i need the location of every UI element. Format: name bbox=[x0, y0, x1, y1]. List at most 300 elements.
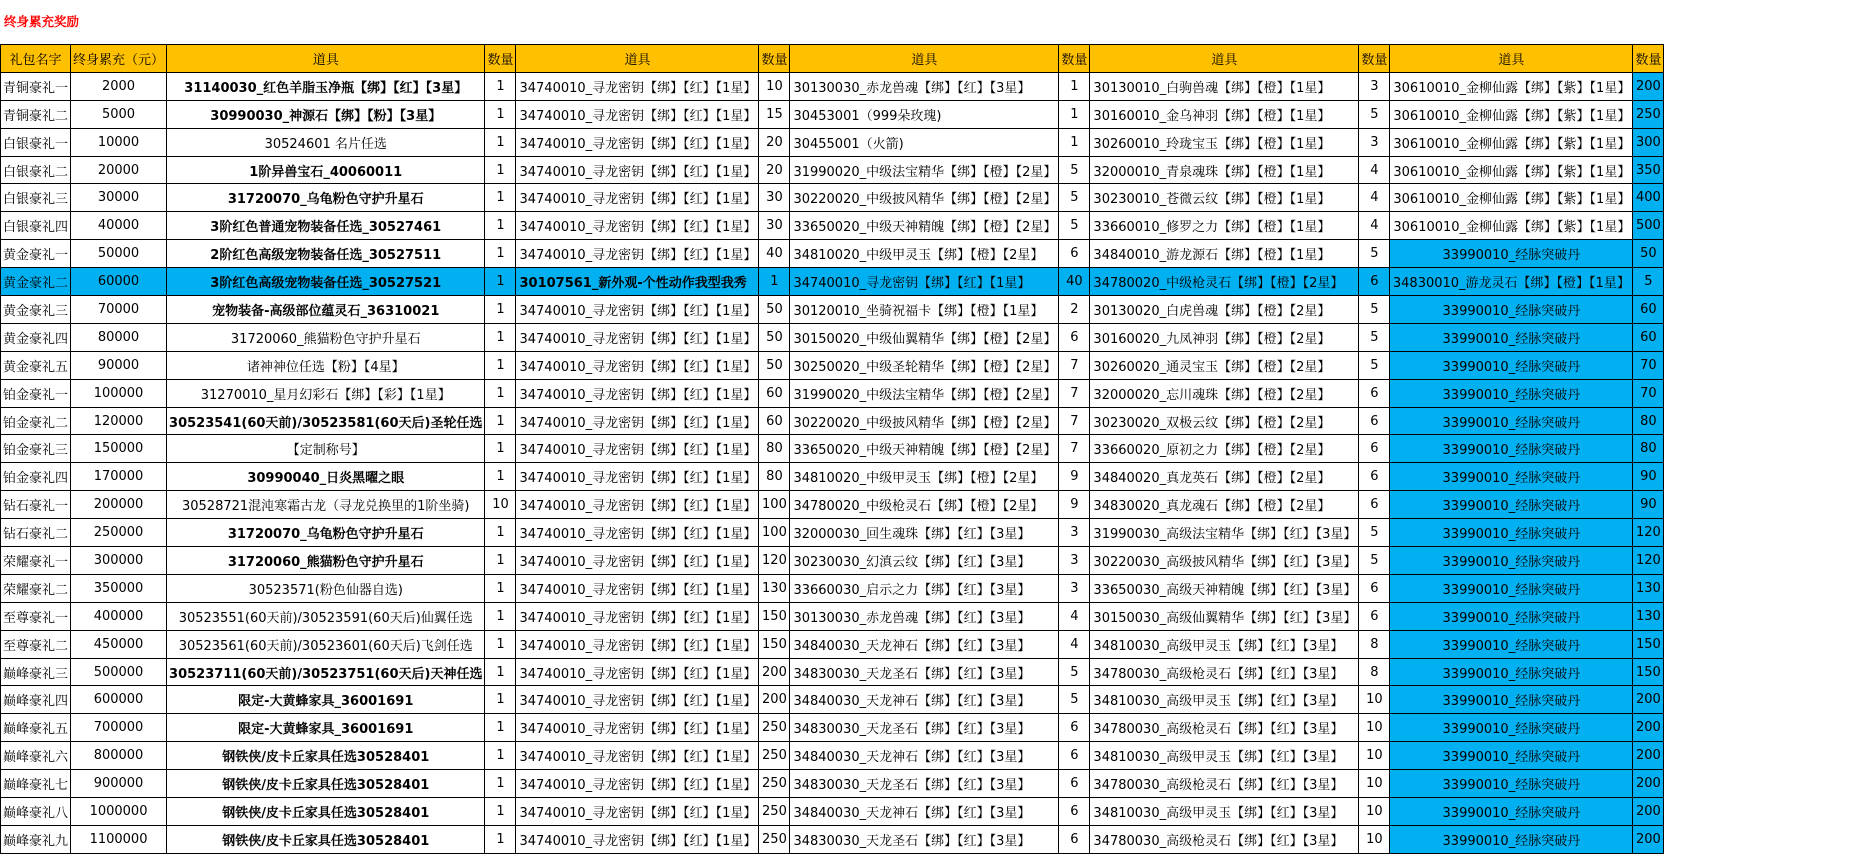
table-cell[interactable]: 34780020_中级枪灵石【绑】【橙】【2星】 bbox=[790, 491, 1059, 519]
table-cell[interactable]: 黄金豪礼二 bbox=[1, 268, 71, 296]
table-cell[interactable]: 350 bbox=[1633, 156, 1664, 184]
table-cell[interactable]: 3 bbox=[1059, 574, 1090, 602]
table-cell[interactable]: 33660020_原初之力【绑】【橙】【2星】 bbox=[1090, 435, 1359, 463]
table-cell[interactable]: 250 bbox=[759, 714, 790, 742]
table-cell[interactable]: 10 bbox=[1359, 770, 1390, 798]
table-cell[interactable]: 6 bbox=[1359, 602, 1390, 630]
table-cell[interactable]: 33990010_经脉突破丹 bbox=[1390, 435, 1633, 463]
table-cell[interactable]: 34740010_寻龙密钥【绑】【红】【1星】 bbox=[516, 686, 759, 714]
table-cell[interactable]: 黄金豪礼一 bbox=[1, 240, 71, 268]
table-cell[interactable]: 宠物装备-高级部位蕴灵石_36310021 bbox=[167, 296, 485, 324]
table-cell[interactable]: 200 bbox=[1633, 686, 1664, 714]
table-cell[interactable]: 34830030_天龙圣石【绑】【红】【3星】 bbox=[790, 770, 1059, 798]
table-cell[interactable]: 钻石豪礼一 bbox=[1, 491, 71, 519]
table-cell[interactable]: 150000 bbox=[71, 435, 167, 463]
table-cell[interactable]: 33990010_经脉突破丹 bbox=[1390, 770, 1633, 798]
table-cell[interactable]: 150 bbox=[759, 630, 790, 658]
table-cell[interactable]: 150 bbox=[1633, 658, 1664, 686]
table-cell[interactable]: 6 bbox=[1059, 742, 1090, 770]
column-header[interactable]: 道具 bbox=[790, 45, 1059, 73]
column-header[interactable]: 数量 bbox=[485, 45, 516, 73]
table-cell[interactable]: 6 bbox=[1359, 463, 1390, 491]
table-cell[interactable]: 10 bbox=[485, 491, 516, 519]
table-cell[interactable]: 7 bbox=[1059, 435, 1090, 463]
table-cell[interactable]: 34740010_寻龙密钥【绑】【红】【1星】 bbox=[516, 547, 759, 575]
table-cell[interactable]: 34740010_寻龙密钥【绑】【红】【1星】 bbox=[516, 658, 759, 686]
table-cell[interactable]: 120 bbox=[759, 547, 790, 575]
table-cell[interactable]: 1 bbox=[485, 630, 516, 658]
table-cell[interactable]: 1 bbox=[485, 351, 516, 379]
table-cell[interactable]: 铂金豪礼一 bbox=[1, 379, 71, 407]
table-cell[interactable]: 200 bbox=[759, 658, 790, 686]
table-cell[interactable]: 120 bbox=[1633, 547, 1664, 575]
table-cell[interactable]: 9 bbox=[1059, 463, 1090, 491]
table-cell[interactable]: 50000 bbox=[71, 240, 167, 268]
table-cell[interactable]: 1 bbox=[485, 72, 516, 100]
table-cell[interactable]: 30455001（火箭) bbox=[790, 128, 1059, 156]
table-cell[interactable]: 34740010_寻龙密钥【绑】【红】【1星】 bbox=[516, 156, 759, 184]
table-cell[interactable]: 荣耀豪礼二 bbox=[1, 574, 71, 602]
table-cell[interactable]: 34810030_高级甲灵玉【绑】【红】【3星】 bbox=[1090, 742, 1359, 770]
table-cell[interactable]: 200 bbox=[1633, 825, 1664, 853]
table-cell[interactable]: 9 bbox=[1059, 491, 1090, 519]
table-cell[interactable]: 600000 bbox=[71, 686, 167, 714]
table-cell[interactable]: 5000 bbox=[71, 100, 167, 128]
table-cell[interactable]: 1 bbox=[485, 379, 516, 407]
column-header[interactable]: 数量 bbox=[1059, 45, 1090, 73]
table-cell[interactable]: 15 bbox=[759, 100, 790, 128]
table-cell[interactable]: 限定-大黄蜂家具_36001691 bbox=[167, 686, 485, 714]
table-cell[interactable]: 33990010_经脉突破丹 bbox=[1390, 323, 1633, 351]
table-cell[interactable]: 34740010_寻龙密钥【绑】【红】【1星】 bbox=[516, 379, 759, 407]
table-cell[interactable]: 30523551(60天前)/30523591(60天后)仙翼任选 bbox=[167, 602, 485, 630]
table-cell[interactable]: 33990010_经脉突破丹 bbox=[1390, 686, 1633, 714]
table-cell[interactable]: 5 bbox=[1359, 323, 1390, 351]
table-cell[interactable]: 6 bbox=[1359, 491, 1390, 519]
table-cell[interactable]: 5 bbox=[1059, 184, 1090, 212]
table-cell[interactable]: 200 bbox=[1633, 770, 1664, 798]
table-cell[interactable]: 1100000 bbox=[71, 825, 167, 853]
table-cell[interactable]: 巅峰豪礼六 bbox=[1, 742, 71, 770]
column-header[interactable]: 数量 bbox=[759, 45, 790, 73]
table-cell[interactable]: 200000 bbox=[71, 491, 167, 519]
table-cell[interactable]: 10000 bbox=[71, 128, 167, 156]
table-cell[interactable]: 120000 bbox=[71, 407, 167, 435]
table-cell[interactable]: 33650020_中级天神精魄【绑】【橙】【2星】 bbox=[790, 435, 1059, 463]
table-cell[interactable]: 500000 bbox=[71, 658, 167, 686]
table-cell[interactable]: 33990010_经脉突破丹 bbox=[1390, 574, 1633, 602]
table-cell[interactable]: 6 bbox=[1059, 770, 1090, 798]
table-cell[interactable]: 34740010_寻龙密钥【绑】【红】【1星】 bbox=[516, 407, 759, 435]
table-cell[interactable]: 巅峰豪礼三 bbox=[1, 658, 71, 686]
table-cell[interactable]: 34740010_寻龙密钥【绑】【红】【1星】 bbox=[516, 491, 759, 519]
table-cell[interactable]: 1 bbox=[485, 602, 516, 630]
table-cell[interactable]: 青铜豪礼一 bbox=[1, 72, 71, 100]
table-cell[interactable]: 1 bbox=[759, 268, 790, 296]
table-cell[interactable]: 7 bbox=[1059, 351, 1090, 379]
table-cell[interactable]: 30220030_高级披风精华【绑】【红】【3星】 bbox=[1090, 547, 1359, 575]
table-cell[interactable]: 700000 bbox=[71, 714, 167, 742]
table-cell[interactable]: 34740010_寻龙密钥【绑】【红】【1星】 bbox=[516, 184, 759, 212]
table-cell[interactable]: 4 bbox=[1359, 212, 1390, 240]
table-cell[interactable]: 40 bbox=[1059, 268, 1090, 296]
table-cell[interactable]: 巅峰豪礼七 bbox=[1, 770, 71, 798]
table-cell[interactable]: 33990010_经脉突破丹 bbox=[1390, 379, 1633, 407]
table-cell[interactable]: 1 bbox=[485, 184, 516, 212]
table-cell[interactable]: 32000020_忘川魂珠【绑】【橙】【2星】 bbox=[1090, 379, 1359, 407]
table-cell[interactable]: 34830030_天龙圣石【绑】【红】【3星】 bbox=[790, 714, 1059, 742]
table-cell[interactable]: 巅峰豪礼五 bbox=[1, 714, 71, 742]
table-cell[interactable]: 钻石豪礼二 bbox=[1, 519, 71, 547]
table-cell[interactable]: 30523711(60天前)/30523751(60天后)天神任选 bbox=[167, 658, 485, 686]
table-cell[interactable]: 20000 bbox=[71, 156, 167, 184]
table-cell[interactable]: 34740010_寻龙密钥【绑】【红】【1星】 bbox=[516, 323, 759, 351]
table-cell[interactable]: 30220020_中级披风精华【绑】【橙】【2星】 bbox=[790, 184, 1059, 212]
table-cell[interactable]: 120 bbox=[1633, 519, 1664, 547]
table-cell[interactable]: 3 bbox=[1359, 72, 1390, 100]
table-cell[interactable]: 6 bbox=[1359, 268, 1390, 296]
table-cell[interactable]: 350000 bbox=[71, 574, 167, 602]
table-cell[interactable]: 33990010_经脉突破丹 bbox=[1390, 742, 1633, 770]
table-cell[interactable]: 34830010_游龙灵石【绑】【橙】【1星】 bbox=[1390, 268, 1633, 296]
table-cell[interactable]: 34740010_寻龙密钥【绑】【红】【1星】 bbox=[516, 212, 759, 240]
table-cell[interactable]: 170000 bbox=[71, 463, 167, 491]
table-cell[interactable]: 34810020_中级甲灵玉【绑】【橙】【2星】 bbox=[790, 240, 1059, 268]
table-cell[interactable]: 30610010_金柳仙露【绑】【紫】【1星】 bbox=[1390, 184, 1633, 212]
table-cell[interactable]: 1 bbox=[485, 296, 516, 324]
table-cell[interactable]: 33990010_经脉突破丹 bbox=[1390, 491, 1633, 519]
table-cell[interactable]: 30120010_坐骑祝福卡【绑】【橙】【1星】 bbox=[790, 296, 1059, 324]
table-cell[interactable]: 70 bbox=[1633, 379, 1664, 407]
table-cell[interactable]: 10 bbox=[1359, 825, 1390, 853]
table-cell[interactable]: 【定制称号】 bbox=[167, 435, 485, 463]
table-cell[interactable]: 33650030_高级天神精魄【绑】【红】【3星】 bbox=[1090, 574, 1359, 602]
table-cell[interactable]: 钢铁侠/皮卡丘家具任选30528401 bbox=[167, 825, 485, 853]
table-cell[interactable]: 30523561(60天前)/30523601(60天后)飞剑任选 bbox=[167, 630, 485, 658]
table-cell[interactable]: 30990040_日炎黑曜之眼 bbox=[167, 463, 485, 491]
table-cell[interactable]: 5 bbox=[1359, 296, 1390, 324]
table-cell[interactable]: 青铜豪礼二 bbox=[1, 100, 71, 128]
table-cell[interactable]: 33990010_经脉突破丹 bbox=[1390, 407, 1633, 435]
table-cell[interactable]: 6 bbox=[1359, 379, 1390, 407]
table-cell[interactable]: 巅峰豪礼四 bbox=[1, 686, 71, 714]
table-cell[interactable]: 33990010_经脉突破丹 bbox=[1390, 519, 1633, 547]
table-cell[interactable]: 1 bbox=[485, 100, 516, 128]
table-cell[interactable]: 300000 bbox=[71, 547, 167, 575]
table-cell[interactable]: 33990010_经脉突破丹 bbox=[1390, 296, 1633, 324]
table-cell[interactable]: 34780030_高级枪灵石【绑】【红】【3星】 bbox=[1090, 714, 1359, 742]
table-cell[interactable]: 80 bbox=[759, 435, 790, 463]
table-cell[interactable]: 34740010_寻龙密钥【绑】【红】【1星】 bbox=[790, 268, 1059, 296]
table-cell[interactable]: 34830020_真龙魂石【绑】【橙】【2星】 bbox=[1090, 491, 1359, 519]
column-header[interactable]: 终身累充（元） bbox=[71, 45, 167, 73]
table-cell[interactable]: 34830030_天龙圣石【绑】【红】【3星】 bbox=[790, 658, 1059, 686]
table-cell[interactable]: 3阶红色普通宠物装备任选_30527461 bbox=[167, 212, 485, 240]
table-cell[interactable]: 30610010_金柳仙露【绑】【紫】【1星】 bbox=[1390, 128, 1633, 156]
table-cell[interactable]: 1 bbox=[485, 686, 516, 714]
table-cell[interactable]: 31990030_高级法宝精华【绑】【红】【3星】 bbox=[1090, 519, 1359, 547]
table-cell[interactable]: 白银豪礼一 bbox=[1, 128, 71, 156]
table-cell[interactable]: 60 bbox=[759, 407, 790, 435]
table-cell[interactable]: 5 bbox=[1359, 351, 1390, 379]
table-cell[interactable]: 6 bbox=[1359, 407, 1390, 435]
column-header[interactable]: 道具 bbox=[167, 45, 485, 73]
table-cell[interactable]: 150 bbox=[1633, 630, 1664, 658]
table-cell[interactable]: 5 bbox=[1359, 547, 1390, 575]
table-cell[interactable]: 2000 bbox=[71, 72, 167, 100]
table-cell[interactable]: 1 bbox=[485, 435, 516, 463]
table-cell[interactable]: 90000 bbox=[71, 351, 167, 379]
table-cell[interactable]: 34740010_寻龙密钥【绑】【红】【1星】 bbox=[516, 435, 759, 463]
table-cell[interactable]: 34740010_寻龙密钥【绑】【红】【1星】 bbox=[516, 825, 759, 853]
table-cell[interactable]: 巅峰豪礼八 bbox=[1, 798, 71, 826]
table-cell[interactable]: 50 bbox=[1633, 240, 1664, 268]
table-cell[interactable]: 34780030_高级枪灵石【绑】【红】【3星】 bbox=[1090, 825, 1359, 853]
table-cell[interactable]: 荣耀豪礼一 bbox=[1, 547, 71, 575]
table-cell[interactable]: 33990010_经脉突破丹 bbox=[1390, 825, 1633, 853]
table-cell[interactable]: 200 bbox=[1633, 798, 1664, 826]
column-header[interactable]: 数量 bbox=[1633, 45, 1664, 73]
table-cell[interactable]: 50 bbox=[759, 323, 790, 351]
table-cell[interactable]: 500 bbox=[1633, 212, 1664, 240]
table-cell[interactable]: 30230020_双极云纹【绑】【橙】【2星】 bbox=[1090, 407, 1359, 435]
table-cell[interactable]: 40000 bbox=[71, 212, 167, 240]
table-cell[interactable]: 6 bbox=[1359, 435, 1390, 463]
table-cell[interactable]: 30610010_金柳仙露【绑】【紫】【1星】 bbox=[1390, 212, 1633, 240]
table-cell[interactable]: 黄金豪礼三 bbox=[1, 296, 71, 324]
table-cell[interactable]: 10 bbox=[1359, 742, 1390, 770]
table-cell[interactable]: 90 bbox=[1633, 463, 1664, 491]
table-cell[interactable]: 150 bbox=[759, 602, 790, 630]
table-cell[interactable]: 34740010_寻龙密钥【绑】【红】【1星】 bbox=[516, 714, 759, 742]
table-cell[interactable]: 3阶红色高级宠物装备任选_30527521 bbox=[167, 268, 485, 296]
table-cell[interactable]: 34740010_寻龙密钥【绑】【红】【1星】 bbox=[516, 240, 759, 268]
table-cell[interactable]: 3 bbox=[1059, 547, 1090, 575]
table-cell[interactable]: 1 bbox=[485, 658, 516, 686]
table-cell[interactable]: 白银豪礼四 bbox=[1, 212, 71, 240]
table-cell[interactable]: 1 bbox=[485, 407, 516, 435]
table-cell[interactable]: 30610010_金柳仙露【绑】【紫】【1星】 bbox=[1390, 100, 1633, 128]
table-cell[interactable]: 200 bbox=[1633, 742, 1664, 770]
table-cell[interactable]: 5 bbox=[1059, 686, 1090, 714]
table-cell[interactable]: 34780020_中级枪灵石【绑】【橙】【2星】 bbox=[1090, 268, 1359, 296]
table-cell[interactable]: 4 bbox=[1359, 184, 1390, 212]
table-cell[interactable]: 250 bbox=[759, 825, 790, 853]
table-cell[interactable]: 60 bbox=[759, 379, 790, 407]
table-cell[interactable]: 5 bbox=[1359, 519, 1390, 547]
table-cell[interactable]: 1 bbox=[485, 742, 516, 770]
table-cell[interactable]: 80 bbox=[1633, 407, 1664, 435]
table-cell[interactable]: 34840030_天龙神石【绑】【红】【3星】 bbox=[790, 686, 1059, 714]
table-cell[interactable]: 300 bbox=[1633, 128, 1664, 156]
table-cell[interactable]: 1000000 bbox=[71, 798, 167, 826]
table-cell[interactable]: 30610010_金柳仙露【绑】【紫】【1星】 bbox=[1390, 72, 1633, 100]
table-cell[interactable]: 34780030_高级枪灵石【绑】【红】【3星】 bbox=[1090, 658, 1359, 686]
table-cell[interactable]: 34810030_高级甲灵玉【绑】【红】【3星】 bbox=[1090, 798, 1359, 826]
table-cell[interactable]: 1 bbox=[485, 156, 516, 184]
table-cell[interactable]: 30250020_中级圣轮精华【绑】【橙】【2星】 bbox=[790, 351, 1059, 379]
table-cell[interactable]: 34740010_寻龙密钥【绑】【红】【1星】 bbox=[516, 72, 759, 100]
table-cell[interactable]: 32000030_回生魂珠【绑】【红】【3星】 bbox=[790, 519, 1059, 547]
table-cell[interactable]: 34740010_寻龙密钥【绑】【红】【1星】 bbox=[516, 630, 759, 658]
table-cell[interactable]: 30523571(粉色仙器自选) bbox=[167, 574, 485, 602]
table-cell[interactable]: 6 bbox=[1359, 574, 1390, 602]
table-cell[interactable]: 250 bbox=[759, 742, 790, 770]
table-cell[interactable]: 800000 bbox=[71, 742, 167, 770]
table-cell[interactable]: 30524601 名片任选 bbox=[167, 128, 485, 156]
table-cell[interactable]: 白银豪礼三 bbox=[1, 184, 71, 212]
column-header[interactable]: 礼包名字 bbox=[1, 45, 71, 73]
table-cell[interactable]: 5 bbox=[1359, 240, 1390, 268]
column-header[interactable]: 道具 bbox=[516, 45, 759, 73]
table-cell[interactable]: 4 bbox=[1059, 602, 1090, 630]
table-cell[interactable]: 8 bbox=[1359, 630, 1390, 658]
table-cell[interactable]: 1 bbox=[485, 212, 516, 240]
table-cell[interactable]: 1 bbox=[485, 268, 516, 296]
table-cell[interactable]: 30150020_中级仙翼精华【绑】【橙】【2星】 bbox=[790, 323, 1059, 351]
table-cell[interactable]: 1 bbox=[485, 128, 516, 156]
table-cell[interactable]: 7 bbox=[1059, 407, 1090, 435]
table-cell[interactable]: 900000 bbox=[71, 770, 167, 798]
table-cell[interactable]: 34740010_寻龙密钥【绑】【红】【1星】 bbox=[516, 770, 759, 798]
table-cell[interactable]: 70 bbox=[1633, 351, 1664, 379]
table-cell[interactable]: 30528721混沌寒霜古龙（寻龙兑换里的1阶坐骑) bbox=[167, 491, 485, 519]
table-cell[interactable]: 33990010_经脉突破丹 bbox=[1390, 547, 1633, 575]
table-cell[interactable]: 250000 bbox=[71, 519, 167, 547]
table-cell[interactable]: 34810020_中级甲灵玉【绑】【橙】【2星】 bbox=[790, 463, 1059, 491]
table-cell[interactable]: 钢铁侠/皮卡丘家具任选30528401 bbox=[167, 770, 485, 798]
table-cell[interactable]: 130 bbox=[759, 574, 790, 602]
column-header[interactable]: 道具 bbox=[1090, 45, 1359, 73]
table-cell[interactable]: 60 bbox=[1633, 323, 1664, 351]
table-cell[interactable]: 1 bbox=[485, 798, 516, 826]
table-cell[interactable]: 34840020_真龙英石【绑】【橙】【2星】 bbox=[1090, 463, 1359, 491]
table-cell[interactable]: 10 bbox=[1359, 714, 1390, 742]
table-cell[interactable]: 1 bbox=[485, 519, 516, 547]
table-cell[interactable]: 30150030_高级仙翼精华【绑】【红】【3星】 bbox=[1090, 602, 1359, 630]
table-cell[interactable]: 33990010_经脉突破丹 bbox=[1390, 240, 1633, 268]
table-cell[interactable]: 250 bbox=[759, 798, 790, 826]
table-cell[interactable]: 20 bbox=[759, 156, 790, 184]
table-cell[interactable]: 34810030_高级甲灵玉【绑】【红】【3星】 bbox=[1090, 630, 1359, 658]
table-cell[interactable]: 250 bbox=[1633, 100, 1664, 128]
column-header[interactable]: 道具 bbox=[1390, 45, 1633, 73]
table-cell[interactable]: 33990010_经脉突破丹 bbox=[1390, 798, 1633, 826]
table-cell[interactable]: 30 bbox=[759, 212, 790, 240]
table-cell[interactable]: 34740010_寻龙密钥【绑】【红】【1星】 bbox=[516, 463, 759, 491]
table-cell[interactable]: 31720060_熊猫粉色守护升星石 bbox=[167, 323, 485, 351]
table-cell[interactable]: 31720070_乌龟粉色守护升星石 bbox=[167, 184, 485, 212]
table-cell[interactable]: 1 bbox=[1059, 72, 1090, 100]
table-cell[interactable]: 30130020_白虎兽魂【绑】【橙】【2星】 bbox=[1090, 296, 1359, 324]
table-cell[interactable]: 80 bbox=[759, 463, 790, 491]
table-cell[interactable]: 10 bbox=[1359, 798, 1390, 826]
table-cell[interactable]: 2阶红色高级宠物装备任选_30527511 bbox=[167, 240, 485, 268]
table-cell[interactable]: 50 bbox=[759, 296, 790, 324]
table-cell[interactable]: 33990010_经脉突破丹 bbox=[1390, 658, 1633, 686]
table-cell[interactable]: 31990020_中级法宝精华【绑】【橙】【2星】 bbox=[790, 156, 1059, 184]
table-cell[interactable]: 34840010_游龙源石【绑】【橙】【1星】 bbox=[1090, 240, 1359, 268]
table-cell[interactable]: 5 bbox=[1059, 156, 1090, 184]
table-cell[interactable]: 34740010_寻龙密钥【绑】【红】【1星】 bbox=[516, 798, 759, 826]
table-cell[interactable]: 30160010_金乌神羽【绑】【橙】【1星】 bbox=[1090, 100, 1359, 128]
table-cell[interactable]: 34740010_寻龙密钥【绑】【红】【1星】 bbox=[516, 519, 759, 547]
table-cell[interactable]: 34740010_寻龙密钥【绑】【红】【1星】 bbox=[516, 128, 759, 156]
table-cell[interactable]: 30130010_白驹兽魂【绑】【橙】【1星】 bbox=[1090, 72, 1359, 100]
table-cell[interactable]: 33990010_经脉突破丹 bbox=[1390, 351, 1633, 379]
table-cell[interactable]: 6 bbox=[1059, 323, 1090, 351]
table-cell[interactable]: 6 bbox=[1059, 714, 1090, 742]
table-cell[interactable]: 100000 bbox=[71, 379, 167, 407]
table-cell[interactable]: 34740010_寻龙密钥【绑】【红】【1星】 bbox=[516, 296, 759, 324]
table-cell[interactable]: 1阶异兽宝石_40060011 bbox=[167, 156, 485, 184]
table-cell[interactable]: 30453001（999朵玫瑰) bbox=[790, 100, 1059, 128]
table-cell[interactable]: 450000 bbox=[71, 630, 167, 658]
table-cell[interactable]: 2 bbox=[1059, 296, 1090, 324]
table-cell[interactable]: 30990030_神源石【绑】【粉】【3星】 bbox=[167, 100, 485, 128]
table-cell[interactable]: 30230030_幻滇云纹【绑】【红】【3星】 bbox=[790, 547, 1059, 575]
table-cell[interactable]: 34780030_高级枪灵石【绑】【红】【3星】 bbox=[1090, 770, 1359, 798]
table-cell[interactable]: 1 bbox=[485, 323, 516, 351]
table-cell[interactable]: 400 bbox=[1633, 184, 1664, 212]
table-cell[interactable]: 33990010_经脉突破丹 bbox=[1390, 714, 1633, 742]
table-cell[interactable]: 34840030_天龙神石【绑】【红】【3星】 bbox=[790, 630, 1059, 658]
table-cell[interactable]: 1 bbox=[1059, 100, 1090, 128]
table-cell[interactable]: 34740010_寻龙密钥【绑】【红】【1星】 bbox=[516, 574, 759, 602]
table-cell[interactable]: 30260010_玲珑宝玉【绑】【橙】【1星】 bbox=[1090, 128, 1359, 156]
table-cell[interactable]: 10 bbox=[759, 72, 790, 100]
table-cell[interactable]: 80000 bbox=[71, 323, 167, 351]
table-cell[interactable]: 34740010_寻龙密钥【绑】【红】【1星】 bbox=[516, 351, 759, 379]
table-cell[interactable]: 白银豪礼二 bbox=[1, 156, 71, 184]
table-cell[interactable]: 33990010_经脉突破丹 bbox=[1390, 602, 1633, 630]
table-cell[interactable]: 34740010_寻龙密钥【绑】【红】【1星】 bbox=[516, 100, 759, 128]
table-cell[interactable]: 1 bbox=[485, 714, 516, 742]
table-cell[interactable]: 100 bbox=[759, 519, 790, 547]
table-cell[interactable]: 130 bbox=[1633, 574, 1664, 602]
table-cell[interactable]: 5 bbox=[1359, 100, 1390, 128]
table-cell[interactable]: 至尊豪礼二 bbox=[1, 630, 71, 658]
table-cell[interactable]: 33990010_经脉突破丹 bbox=[1390, 463, 1633, 491]
table-cell[interactable]: 30523541(60天前)/30523581(60天后)圣轮任选 bbox=[167, 407, 485, 435]
table-cell[interactable]: 60000 bbox=[71, 268, 167, 296]
table-cell[interactable]: 10 bbox=[1359, 686, 1390, 714]
table-cell[interactable]: 200 bbox=[1633, 72, 1664, 100]
table-cell[interactable]: 钢铁侠/皮卡丘家具任选30528401 bbox=[167, 742, 485, 770]
table-cell[interactable]: 30610010_金柳仙露【绑】【紫】【1星】 bbox=[1390, 156, 1633, 184]
table-cell[interactable]: 40 bbox=[759, 240, 790, 268]
table-cell[interactable]: 黄金豪礼五 bbox=[1, 351, 71, 379]
table-cell[interactable]: 5 bbox=[1059, 658, 1090, 686]
table-cell[interactable]: 7 bbox=[1059, 379, 1090, 407]
table-cell[interactable]: 1 bbox=[485, 547, 516, 575]
table-cell[interactable]: 至尊豪礼一 bbox=[1, 602, 71, 630]
table-cell[interactable]: 31270010_星月幻彩石【绑】【彩】【1星】 bbox=[167, 379, 485, 407]
table-cell[interactable]: 34830030_天龙圣石【绑】【红】【3星】 bbox=[790, 825, 1059, 853]
table-cell[interactable]: 3 bbox=[1059, 519, 1090, 547]
table-cell[interactable]: 33990010_经脉突破丹 bbox=[1390, 630, 1633, 658]
table-cell[interactable]: 1 bbox=[1059, 128, 1090, 156]
table-cell[interactable]: 34840030_天龙神石【绑】【红】【3星】 bbox=[790, 742, 1059, 770]
table-cell[interactable]: 33660030_启示之力【绑】【红】【3星】 bbox=[790, 574, 1059, 602]
table-cell[interactable]: 6 bbox=[1059, 798, 1090, 826]
table-cell[interactable]: 20 bbox=[759, 128, 790, 156]
table-cell[interactable]: 铂金豪礼三 bbox=[1, 435, 71, 463]
table-cell[interactable]: 33660010_修罗之力【绑】【橙】【1星】 bbox=[1090, 212, 1359, 240]
table-cell[interactable]: 4 bbox=[1059, 630, 1090, 658]
table-cell[interactable]: 1 bbox=[485, 240, 516, 268]
table-cell[interactable]: 铂金豪礼四 bbox=[1, 463, 71, 491]
